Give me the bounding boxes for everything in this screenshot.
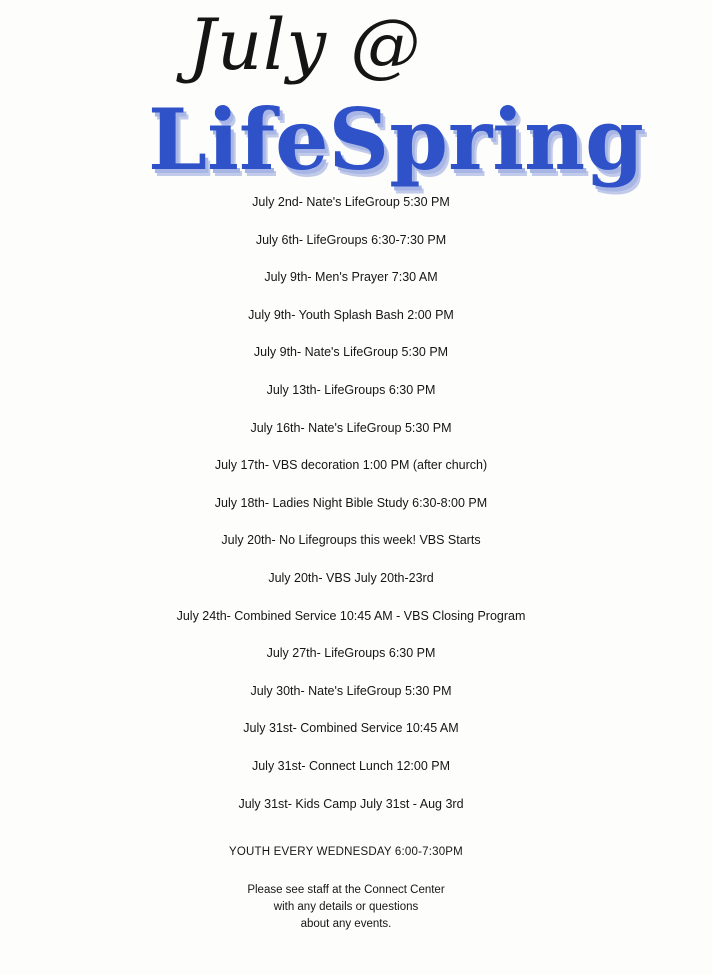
event-item: [0, 451, 712, 489]
event-text: July 20th- VBS July 20th-23rd: [268, 570, 434, 585]
event-text: July 2nd- Nate's LifeGroup 5:30 PM: [252, 195, 450, 209]
event-item: [0, 564, 712, 602]
event-item: [0, 602, 712, 640]
event-text: July 24th- Combined Service 10:45 AM - VBS Closing Program: [176, 608, 526, 623]
event-item: [0, 790, 712, 828]
event-item: [0, 376, 712, 414]
event-text: July 6th- LifeGroups 6:30-7:30 PM: [255, 232, 447, 247]
event-text: July 31st- Kids Camp July 31st - Aug 3rd: [238, 796, 464, 811]
event-item: [0, 226, 712, 264]
event-item: [0, 188, 712, 226]
event-item: [0, 639, 712, 677]
event-text: July 30th- Nate's LifeGroup 5:30 PM: [250, 683, 452, 698]
event-item: [0, 489, 712, 527]
event-text: July 18th- Ladies Night Bible Study 6:30-8:00 PM: [214, 495, 488, 510]
note-line: about any events.: [300, 918, 392, 930]
note-line: with any details or questions: [273, 901, 419, 913]
event-text: July 9th- Nate's LifeGroup 5:30 PM: [253, 345, 449, 360]
event-item: [0, 301, 712, 339]
event-text: July 9th- Youth Splash Bash 2:00 PM: [248, 307, 454, 322]
event-text: July 13th- LifeGroups 6:30 PM: [266, 382, 436, 397]
event-item: [0, 338, 712, 376]
script-title: July @: [188, 4, 422, 86]
event-text: July 9th- Men's Prayer 7:30 AM: [264, 270, 438, 285]
event-text: July 27th- LifeGroups 6:30 PM: [266, 646, 436, 661]
event-item: [0, 414, 712, 452]
event-text: July 31st- Connect Lunch 12:00 PM: [251, 758, 451, 773]
event-item: [0, 677, 712, 715]
event-item: [0, 714, 712, 752]
contact-note: [0, 882, 702, 933]
event-item: [0, 263, 712, 301]
note-line: Please see staff at the Connect Center: [247, 884, 445, 896]
brand-title: LifeSpring: [148, 90, 644, 189]
youth-schedule: YOUTH EVERY WEDNESDAY 6:00-7:30PM: [229, 846, 463, 858]
event-item: [0, 526, 712, 564]
event-item: [0, 752, 712, 790]
event-text: July 16th- Nate's LifeGroup 5:30 PM: [250, 420, 452, 435]
event-text: July 31st- Combined Service 10:45 AM: [243, 721, 459, 736]
event-text: July 20th- No Lifegroups this week! VBS Starts: [221, 533, 481, 548]
event-text: July 17th- VBS decoration 1:00 PM (after church): [214, 458, 488, 473]
event-list: [0, 188, 712, 827]
